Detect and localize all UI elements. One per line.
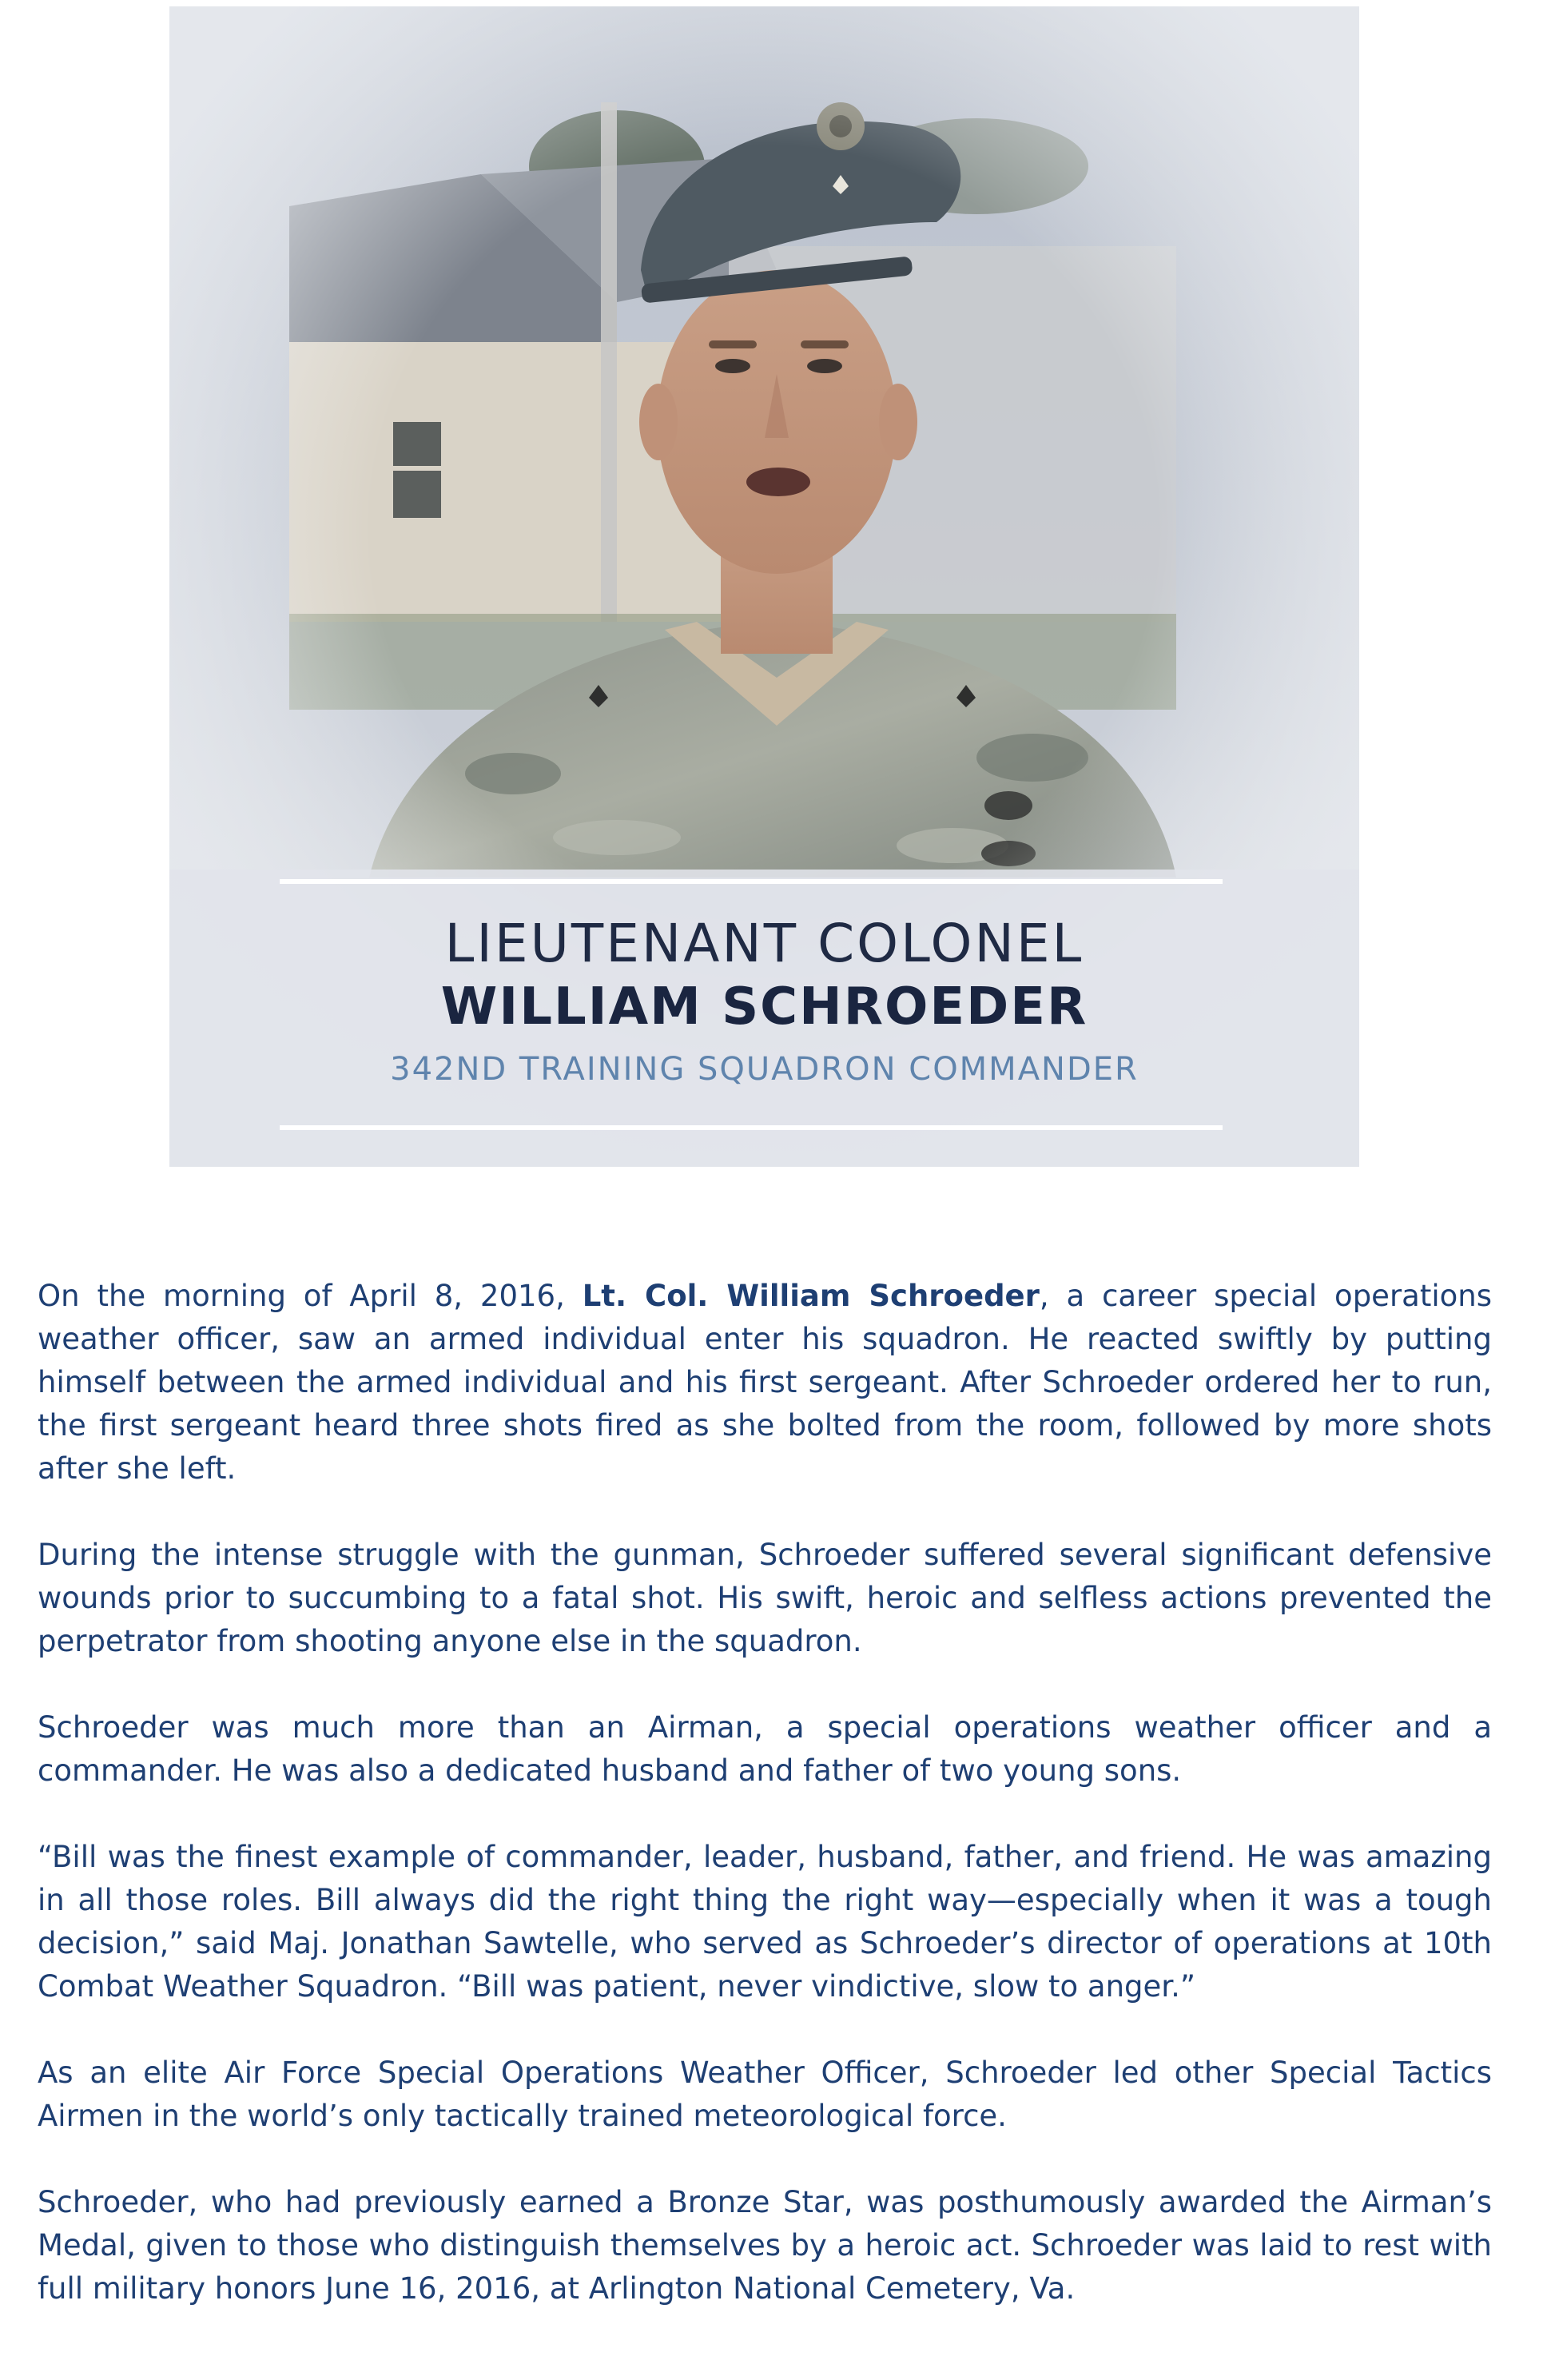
- title-rule-top: [280, 879, 1223, 884]
- person-name: WILLIAM SCHROEDER: [440, 977, 1088, 1037]
- paragraph-1-lead: On the morning of April 8, 2016,: [38, 1279, 565, 1313]
- rank-title: LIEUTENANT COLONEL: [444, 913, 1084, 974]
- paragraph-3: Schroeder was much more than an Airman, a special operations weather officer and a commander. He was also a dedicated husband and father of two young sons.: [38, 1710, 1492, 1788]
- hero-panel: [169, 6, 1359, 1167]
- honoree-name: Lt. Col. William Schroeder: [582, 1279, 1040, 1313]
- title-rule-bottom: [280, 1125, 1223, 1130]
- paragraph-4-quote: “Bill was the finest example of commander, leader, husband, father, and friend. He was amazing in all those roles. Bill always did the right thing the right way—especially when it was a tough decision,” said Maj. Jonathan Sawtelle, who served as Schroeder’s director of operations at 10th Combat Weather Squadron. “Bill was patient, never vindictive, slow to anger.”: [38, 1840, 1492, 2004]
- paragraph-2: During the intense struggle with the gunman, Schroeder suffered several significant defensive wounds prior to succumbing to a fatal shot. His swift, heroic and selfless actions prevented the perpetrator from shooting anyone else in the squadron.: [38, 1538, 1492, 1658]
- article-body: [38, 1275, 1492, 2354]
- paragraph-1: [38, 1275, 1492, 1490]
- role-subtitle: 342ND TRAINING SQUADRON COMMANDER: [390, 1051, 1139, 1088]
- paragraph-5: As an elite Air Force Special Operations Weather Officer, Schroeder led other Special Tactics Airmen in the world’s only tactically trained meteorological force.: [38, 2056, 1492, 2133]
- paragraph-6: Schroeder, who had previously earned a Bronze Star, was posthumously awarded the Airman’s Medal, given to those who distinguish themselves by a heroic act. Schroeder was laid to rest with full military honors June 16, 2016, at Arlington National Cemetery, Va.: [38, 2185, 1492, 2306]
- paragraph-1-rest: , a career special operations weather officer, saw an armed individual enter his squadron. He reacted swiftly by putting himself between the armed individual and his first sergeant. After Schroeder ordered her to run, the first sergeant heard three shots fired as she bolted from the room, followed by more shots after she left.: [38, 1279, 1492, 1486]
